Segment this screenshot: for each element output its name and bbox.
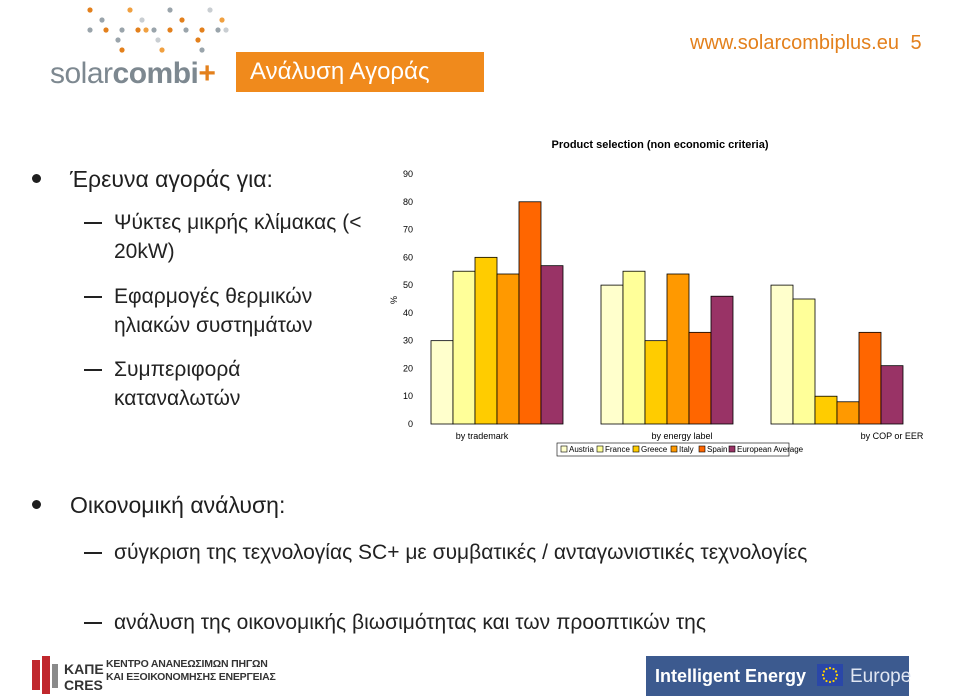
bullet-dot (32, 500, 41, 509)
sub-bullet-comparison (114, 538, 814, 567)
kape-wordmark: ΚΑΠΕ (64, 661, 104, 677)
legend-swatch (729, 446, 735, 452)
legend-label: Italy (679, 445, 694, 454)
y-tick-label: 60 (402, 252, 413, 263)
logo-dot (215, 27, 220, 32)
category-label: by energy label (651, 431, 713, 441)
y-tick-label: 90 (402, 169, 413, 179)
page-title: Ανάλυση Αγοράς (236, 52, 484, 92)
eu-star (829, 681, 831, 683)
legend-swatch (699, 446, 705, 452)
logo-dot (207, 7, 212, 12)
eu-star (832, 680, 834, 682)
kape-line2: ΚΑΙ ΕΞΟΙΚΟΝΟΜΗΣΗΣ ΕΝΕΡΓΕΙΑΣ (106, 671, 276, 683)
bar-austria (771, 285, 793, 424)
sub-bullet-chillers (114, 208, 369, 266)
eu-star (832, 668, 834, 670)
brand-plus: + (198, 57, 216, 90)
eu-star (822, 674, 824, 676)
bar-greece (475, 257, 497, 424)
website-url: www.solarcombiplus.eu (690, 32, 899, 54)
eu-flag-icon (817, 664, 843, 686)
bullet-market-research (70, 166, 273, 193)
bar-greece (815, 396, 837, 424)
kape-line1: ΚΕΝΤΡΟ ΑΝΑΝΕΩΣΙΜΩΝ ΠΗΓΩΝ (106, 658, 268, 670)
y-tick-label: 0 (407, 419, 413, 429)
legend-label: European Average (737, 445, 804, 454)
eu-star (823, 677, 825, 679)
logo-dot (135, 27, 140, 32)
eu-star (835, 670, 837, 672)
intelligent-energy-text: Intelligent Energy (655, 666, 807, 686)
legend-swatch (671, 446, 677, 452)
logo-dot (199, 47, 204, 52)
bar-france (623, 271, 645, 424)
cres-wordmark: CRES (64, 677, 103, 693)
logo-dot (199, 27, 204, 32)
eu-star (825, 680, 827, 682)
sub-bullet-consumer-behaviour (114, 355, 314, 413)
bullet-dot (32, 174, 41, 183)
logo-dot (183, 27, 188, 32)
logo-dot (223, 27, 228, 32)
logo-dot (119, 27, 124, 32)
bar-austria (601, 285, 623, 424)
logo-dot (103, 27, 108, 32)
bar-spain (519, 202, 541, 424)
eu-star (823, 670, 825, 672)
y-tick-label: 80 (402, 196, 413, 207)
dash (84, 296, 102, 298)
bullet-text: Οικονομική ανάλυση: (70, 492, 286, 518)
logo-dot (139, 17, 144, 22)
solarcombi-logo-dots (50, 2, 240, 60)
bar-european-average (541, 266, 563, 424)
chart-legend (557, 443, 804, 456)
dash (84, 222, 102, 224)
sub-bullet-text: ανάλυση της οικονομικής βιωσιμότητας και των προοπτικών της (114, 611, 706, 634)
bar-italy (497, 274, 519, 424)
legend-label: Austria (569, 445, 594, 454)
y-tick-label: 40 (402, 307, 413, 318)
y-tick-label: 10 (402, 391, 413, 402)
logo-dot (115, 37, 120, 42)
dash (84, 622, 102, 624)
logo-dot (143, 27, 148, 32)
sub-bullet-text: Ψύκτες μικρής κλίμακας (< 20kW) (114, 211, 362, 263)
kape-emblem-icon (32, 656, 58, 694)
sub-bullet-solar-apps (114, 282, 369, 340)
logo-dot (195, 37, 200, 42)
legend-label: Greece (641, 445, 668, 454)
bar-chart (385, 128, 945, 468)
dash (84, 369, 102, 371)
category-label: by COP or EER (860, 431, 924, 441)
logo-dot (167, 7, 172, 12)
legend-label: France (605, 445, 630, 454)
logo-dot (167, 27, 172, 32)
logo-dot (87, 7, 92, 12)
sub-bullet-text: Εφαρμογές θερμικών ηλιακών συστημάτων (114, 285, 313, 337)
bar-european-average (881, 366, 903, 424)
bar-austria (431, 341, 453, 424)
page-number: 5 (910, 32, 922, 54)
solarcombi-logo (50, 56, 215, 92)
logo-dot (119, 47, 124, 52)
chart-title: Product selection (non economic criteria) (551, 139, 769, 151)
brand-solar: solar (50, 57, 113, 90)
bullet-economic-analysis (70, 492, 285, 519)
bar-italy (837, 402, 859, 424)
legend-label: Spain (707, 445, 728, 454)
eu-star (836, 674, 838, 676)
brand-combi: combi (112, 57, 199, 90)
logo-dot (155, 37, 160, 42)
logo-dot (219, 17, 224, 22)
bar-european-average (711, 296, 733, 424)
eu-star (825, 668, 827, 670)
europe-text: Europe (850, 666, 912, 687)
bar-spain (689, 332, 711, 424)
bar-italy (667, 274, 689, 424)
y-tick-label: 70 (402, 224, 413, 235)
legend-swatch (597, 446, 603, 452)
eu-star (835, 677, 837, 679)
header-url-line (690, 32, 922, 55)
category-label: by trademark (455, 431, 509, 441)
bar-france (453, 271, 475, 424)
logo-dot (151, 27, 156, 32)
bullet-text: Έρευνα αγοράς για: (70, 166, 273, 192)
sub-bullet-text: σύγκριση της τεχνολογίας SC+ με συμβατικές / ανταγωνιστικές τεχνολογίες (114, 541, 808, 564)
sub-bullet-text: Συμπεριφορά καταναλωτών (114, 358, 241, 410)
legend-swatch (633, 446, 639, 452)
eu-star (829, 667, 831, 669)
bar-greece (645, 341, 667, 424)
dash (84, 552, 102, 554)
bar-spain (859, 332, 881, 424)
logo-dot (127, 7, 132, 12)
kape-full-name (106, 658, 276, 684)
bar-france (793, 299, 815, 424)
y-tick-label: 30 (402, 335, 413, 346)
y-tick-label: 50 (402, 280, 413, 291)
logo-dot (159, 47, 164, 52)
logo-dot (179, 17, 184, 22)
logo-dot (99, 17, 104, 22)
y-axis-label: % (389, 295, 399, 305)
sub-bullet-viability (114, 608, 874, 637)
y-tick-label: 20 (402, 363, 413, 374)
legend-swatch (561, 446, 567, 452)
logo-dot (87, 27, 92, 32)
